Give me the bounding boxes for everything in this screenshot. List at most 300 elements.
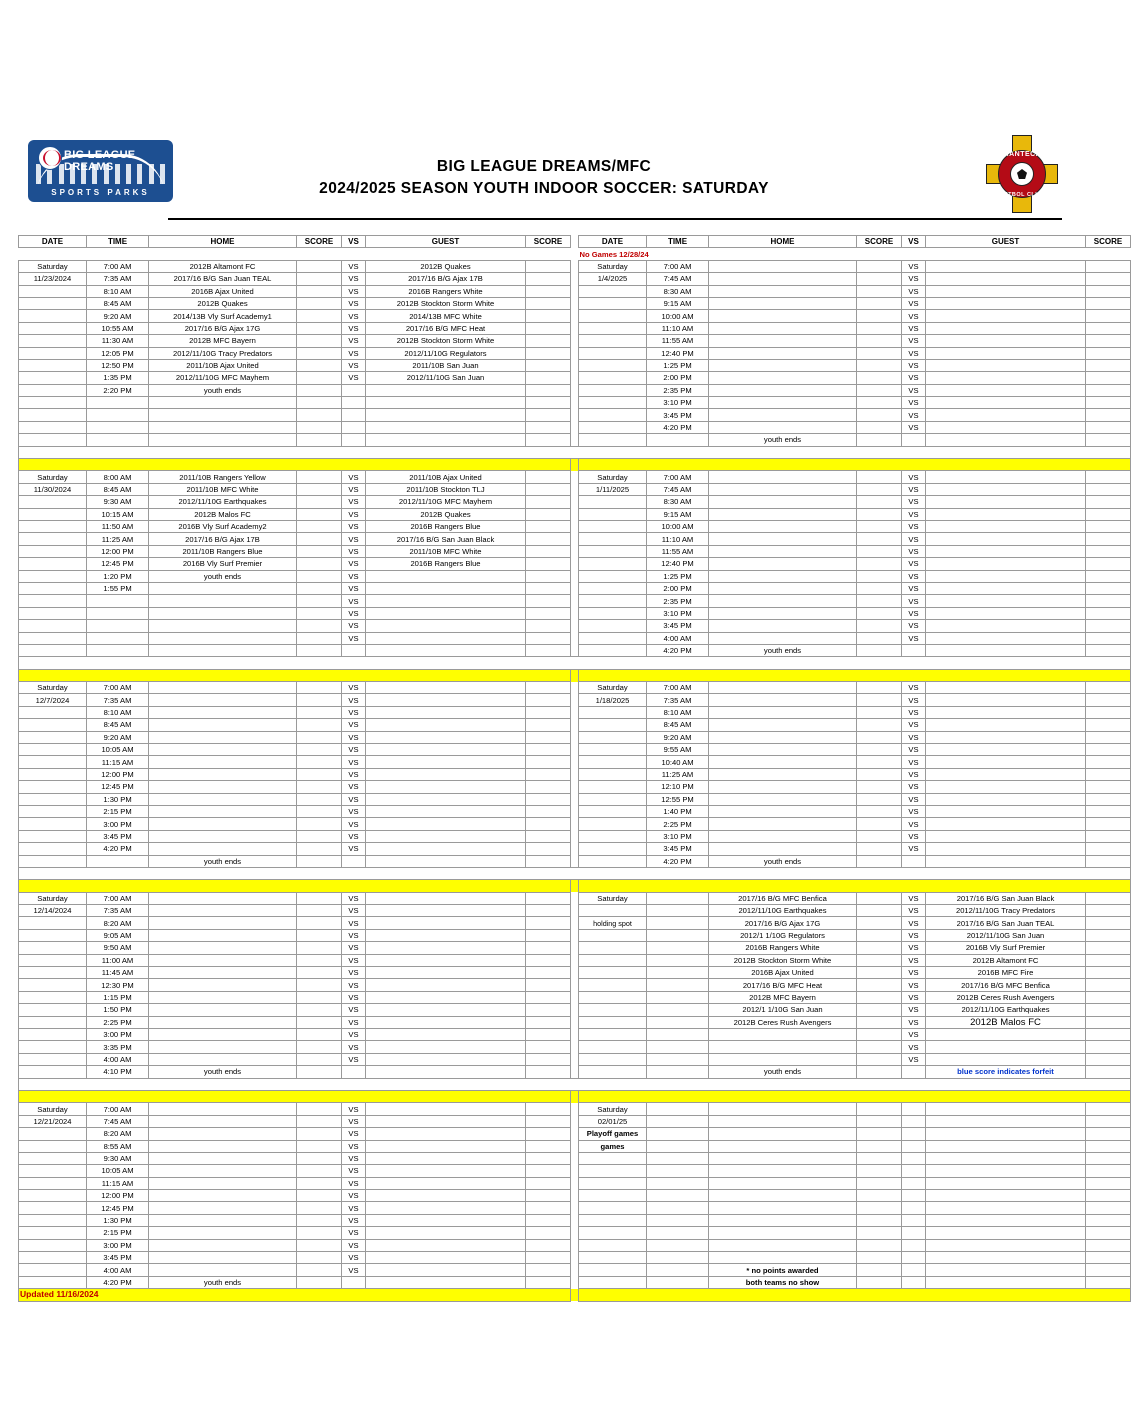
left-score[interactable] bbox=[297, 1004, 342, 1016]
left-score[interactable] bbox=[297, 322, 342, 334]
left-score2[interactable] bbox=[526, 607, 571, 619]
right-score2[interactable] bbox=[1086, 558, 1131, 570]
left-score[interactable] bbox=[297, 744, 342, 756]
right-score2[interactable] bbox=[1086, 384, 1131, 396]
left-score[interactable] bbox=[297, 1152, 342, 1164]
left-score2[interactable] bbox=[526, 1066, 571, 1078]
right-score2[interactable] bbox=[1086, 1053, 1131, 1065]
right-score2[interactable] bbox=[1086, 1165, 1131, 1177]
left-score2[interactable] bbox=[526, 855, 571, 867]
left-score[interactable] bbox=[297, 1029, 342, 1041]
right-score2[interactable] bbox=[1086, 967, 1131, 979]
left-score[interactable] bbox=[297, 756, 342, 768]
right-score2[interactable] bbox=[1086, 1152, 1131, 1164]
left-score[interactable] bbox=[297, 954, 342, 966]
left-score2[interactable] bbox=[526, 905, 571, 917]
right-score2[interactable] bbox=[1086, 855, 1131, 867]
left-score2[interactable] bbox=[526, 310, 571, 322]
left-score[interactable] bbox=[297, 892, 342, 904]
left-score[interactable] bbox=[297, 929, 342, 941]
right-score[interactable] bbox=[857, 260, 902, 272]
right-score2[interactable] bbox=[1086, 508, 1131, 520]
left-score2[interactable] bbox=[526, 359, 571, 371]
left-score[interactable] bbox=[297, 805, 342, 817]
left-score2[interactable] bbox=[526, 1128, 571, 1140]
left-score2[interactable] bbox=[526, 545, 571, 557]
right-score[interactable] bbox=[857, 1066, 902, 1078]
right-score2[interactable] bbox=[1086, 942, 1131, 954]
right-score[interactable] bbox=[857, 1029, 902, 1041]
right-score[interactable] bbox=[857, 781, 902, 793]
right-score[interactable] bbox=[857, 273, 902, 285]
right-score2[interactable] bbox=[1086, 421, 1131, 433]
right-score2[interactable] bbox=[1086, 260, 1131, 272]
left-score2[interactable] bbox=[526, 768, 571, 780]
right-score[interactable] bbox=[857, 731, 902, 743]
left-score[interactable] bbox=[297, 979, 342, 991]
right-score[interactable] bbox=[857, 1276, 902, 1288]
left-score[interactable] bbox=[297, 558, 342, 570]
left-score[interactable] bbox=[297, 781, 342, 793]
left-score[interactable] bbox=[297, 434, 342, 446]
left-score2[interactable] bbox=[526, 409, 571, 421]
left-score2[interactable] bbox=[526, 285, 571, 297]
left-score[interactable] bbox=[297, 297, 342, 309]
right-score[interactable] bbox=[857, 805, 902, 817]
left-score2[interactable] bbox=[526, 830, 571, 842]
left-score[interactable] bbox=[297, 768, 342, 780]
right-score[interactable] bbox=[857, 496, 902, 508]
right-score[interactable] bbox=[857, 1239, 902, 1251]
right-score2[interactable] bbox=[1086, 372, 1131, 384]
left-score[interactable] bbox=[297, 694, 342, 706]
left-score2[interactable] bbox=[526, 991, 571, 1003]
left-score2[interactable] bbox=[526, 892, 571, 904]
left-score[interactable] bbox=[297, 917, 342, 929]
right-score[interactable] bbox=[857, 991, 902, 1003]
right-score[interactable] bbox=[857, 359, 902, 371]
right-score[interactable] bbox=[857, 793, 902, 805]
right-score[interactable] bbox=[857, 607, 902, 619]
right-score[interactable] bbox=[857, 1264, 902, 1276]
right-score2[interactable] bbox=[1086, 805, 1131, 817]
right-score[interactable] bbox=[857, 756, 902, 768]
left-score2[interactable] bbox=[526, 397, 571, 409]
left-score2[interactable] bbox=[526, 942, 571, 954]
left-score[interactable] bbox=[297, 570, 342, 582]
right-score2[interactable] bbox=[1086, 1190, 1131, 1202]
right-score[interactable] bbox=[857, 1252, 902, 1264]
left-score[interactable] bbox=[297, 1103, 342, 1115]
right-score[interactable] bbox=[857, 1177, 902, 1189]
right-score2[interactable] bbox=[1086, 335, 1131, 347]
left-score2[interactable] bbox=[526, 1239, 571, 1251]
right-score2[interactable] bbox=[1086, 793, 1131, 805]
right-score2[interactable] bbox=[1086, 1041, 1131, 1053]
left-score2[interactable] bbox=[526, 297, 571, 309]
left-score2[interactable] bbox=[526, 967, 571, 979]
left-score2[interactable] bbox=[526, 595, 571, 607]
left-score[interactable] bbox=[297, 843, 342, 855]
right-score2[interactable] bbox=[1086, 768, 1131, 780]
right-score2[interactable] bbox=[1086, 632, 1131, 644]
right-score[interactable] bbox=[857, 694, 902, 706]
right-score2[interactable] bbox=[1086, 1029, 1131, 1041]
left-score2[interactable] bbox=[526, 706, 571, 718]
left-score[interactable] bbox=[297, 409, 342, 421]
right-score2[interactable] bbox=[1086, 1004, 1131, 1016]
right-score2[interactable] bbox=[1086, 682, 1131, 694]
right-score2[interactable] bbox=[1086, 1016, 1131, 1028]
right-score2[interactable] bbox=[1086, 756, 1131, 768]
right-score[interactable] bbox=[857, 682, 902, 694]
left-score2[interactable] bbox=[526, 483, 571, 495]
left-score[interactable] bbox=[297, 310, 342, 322]
left-score[interactable] bbox=[297, 1252, 342, 1264]
right-score[interactable] bbox=[857, 1128, 902, 1140]
left-score[interactable] bbox=[297, 595, 342, 607]
right-score2[interactable] bbox=[1086, 1066, 1131, 1078]
right-score[interactable] bbox=[857, 706, 902, 718]
right-score[interactable] bbox=[857, 1165, 902, 1177]
right-score2[interactable] bbox=[1086, 582, 1131, 594]
right-score2[interactable] bbox=[1086, 991, 1131, 1003]
right-score2[interactable] bbox=[1086, 1264, 1131, 1276]
right-score[interactable] bbox=[857, 1016, 902, 1028]
right-score2[interactable] bbox=[1086, 719, 1131, 731]
right-score[interactable] bbox=[857, 830, 902, 842]
right-score2[interactable] bbox=[1086, 347, 1131, 359]
left-score2[interactable] bbox=[526, 1264, 571, 1276]
left-score2[interactable] bbox=[526, 273, 571, 285]
right-score[interactable] bbox=[857, 1152, 902, 1164]
right-score2[interactable] bbox=[1086, 917, 1131, 929]
right-score[interactable] bbox=[857, 1115, 902, 1127]
left-score2[interactable] bbox=[526, 632, 571, 644]
right-score[interactable] bbox=[857, 421, 902, 433]
left-score[interactable] bbox=[297, 496, 342, 508]
left-score[interactable] bbox=[297, 967, 342, 979]
right-score[interactable] bbox=[857, 533, 902, 545]
right-score2[interactable] bbox=[1086, 1140, 1131, 1152]
left-score[interactable] bbox=[297, 1214, 342, 1226]
left-score[interactable] bbox=[297, 830, 342, 842]
left-score2[interactable] bbox=[526, 793, 571, 805]
left-score2[interactable] bbox=[526, 1041, 571, 1053]
right-score[interactable] bbox=[857, 620, 902, 632]
right-score[interactable] bbox=[857, 335, 902, 347]
right-score2[interactable] bbox=[1086, 1239, 1131, 1251]
left-score2[interactable] bbox=[526, 1252, 571, 1264]
left-score[interactable] bbox=[297, 1177, 342, 1189]
left-score[interactable] bbox=[297, 483, 342, 495]
left-score[interactable] bbox=[297, 855, 342, 867]
left-score2[interactable] bbox=[526, 496, 571, 508]
left-score[interactable] bbox=[297, 1264, 342, 1276]
right-score[interactable] bbox=[857, 1190, 902, 1202]
right-score[interactable] bbox=[857, 558, 902, 570]
right-score[interactable] bbox=[857, 1041, 902, 1053]
left-score2[interactable] bbox=[526, 731, 571, 743]
right-score2[interactable] bbox=[1086, 359, 1131, 371]
right-score[interactable] bbox=[857, 1140, 902, 1152]
right-score2[interactable] bbox=[1086, 1202, 1131, 1214]
right-score2[interactable] bbox=[1086, 483, 1131, 495]
right-score[interactable] bbox=[857, 1004, 902, 1016]
left-score[interactable] bbox=[297, 1115, 342, 1127]
right-score2[interactable] bbox=[1086, 892, 1131, 904]
left-score2[interactable] bbox=[526, 1190, 571, 1202]
right-score[interactable] bbox=[857, 929, 902, 941]
right-score[interactable] bbox=[857, 372, 902, 384]
right-score2[interactable] bbox=[1086, 310, 1131, 322]
left-score[interactable] bbox=[297, 260, 342, 272]
right-score[interactable] bbox=[857, 397, 902, 409]
left-score[interactable] bbox=[297, 1202, 342, 1214]
right-score[interactable] bbox=[857, 1053, 902, 1065]
left-score2[interactable] bbox=[526, 1202, 571, 1214]
right-score2[interactable] bbox=[1086, 644, 1131, 656]
left-score2[interactable] bbox=[526, 570, 571, 582]
left-score2[interactable] bbox=[526, 1053, 571, 1065]
right-score[interactable] bbox=[857, 1214, 902, 1226]
left-score[interactable] bbox=[297, 1140, 342, 1152]
left-score2[interactable] bbox=[526, 1227, 571, 1239]
left-score[interactable] bbox=[297, 1276, 342, 1288]
left-score[interactable] bbox=[297, 471, 342, 483]
left-score[interactable] bbox=[297, 372, 342, 384]
left-score[interactable] bbox=[297, 793, 342, 805]
left-score[interactable] bbox=[297, 731, 342, 743]
left-score[interactable] bbox=[297, 397, 342, 409]
left-score[interactable] bbox=[297, 905, 342, 917]
right-score2[interactable] bbox=[1086, 297, 1131, 309]
right-score[interactable] bbox=[857, 905, 902, 917]
left-score2[interactable] bbox=[526, 1103, 571, 1115]
left-score[interactable] bbox=[297, 719, 342, 731]
left-score2[interactable] bbox=[526, 744, 571, 756]
right-score[interactable] bbox=[857, 818, 902, 830]
left-score[interactable] bbox=[297, 533, 342, 545]
left-score2[interactable] bbox=[526, 471, 571, 483]
right-score2[interactable] bbox=[1086, 1276, 1131, 1288]
right-score[interactable] bbox=[857, 483, 902, 495]
right-score2[interactable] bbox=[1086, 843, 1131, 855]
left-score[interactable] bbox=[297, 682, 342, 694]
right-score[interactable] bbox=[857, 297, 902, 309]
left-score[interactable] bbox=[297, 1053, 342, 1065]
right-score2[interactable] bbox=[1086, 533, 1131, 545]
right-score[interactable] bbox=[857, 285, 902, 297]
right-score[interactable] bbox=[857, 520, 902, 532]
left-score2[interactable] bbox=[526, 1152, 571, 1164]
left-score2[interactable] bbox=[526, 644, 571, 656]
right-score[interactable] bbox=[857, 545, 902, 557]
left-score[interactable] bbox=[297, 1016, 342, 1028]
left-score2[interactable] bbox=[526, 347, 571, 359]
right-score2[interactable] bbox=[1086, 694, 1131, 706]
left-score[interactable] bbox=[297, 991, 342, 1003]
right-score2[interactable] bbox=[1086, 595, 1131, 607]
right-score2[interactable] bbox=[1086, 954, 1131, 966]
left-score2[interactable] bbox=[526, 421, 571, 433]
left-score2[interactable] bbox=[526, 917, 571, 929]
right-score[interactable] bbox=[857, 644, 902, 656]
left-score[interactable] bbox=[297, 545, 342, 557]
right-score[interactable] bbox=[857, 434, 902, 446]
right-score[interactable] bbox=[857, 310, 902, 322]
right-score2[interactable] bbox=[1086, 434, 1131, 446]
left-score2[interactable] bbox=[526, 818, 571, 830]
left-score[interactable] bbox=[297, 520, 342, 532]
right-score[interactable] bbox=[857, 942, 902, 954]
right-score2[interactable] bbox=[1086, 929, 1131, 941]
right-score2[interactable] bbox=[1086, 706, 1131, 718]
right-score[interactable] bbox=[857, 967, 902, 979]
left-score[interactable] bbox=[297, 1239, 342, 1251]
left-score[interactable] bbox=[297, 1128, 342, 1140]
left-score[interactable] bbox=[297, 421, 342, 433]
right-score[interactable] bbox=[857, 954, 902, 966]
left-score[interactable] bbox=[297, 347, 342, 359]
right-score[interactable] bbox=[857, 632, 902, 644]
right-score2[interactable] bbox=[1086, 1103, 1131, 1115]
left-score2[interactable] bbox=[526, 1004, 571, 1016]
right-score[interactable] bbox=[857, 471, 902, 483]
right-score[interactable] bbox=[857, 1227, 902, 1239]
left-score[interactable] bbox=[297, 582, 342, 594]
left-score[interactable] bbox=[297, 1165, 342, 1177]
right-score2[interactable] bbox=[1086, 273, 1131, 285]
left-score[interactable] bbox=[297, 359, 342, 371]
right-score2[interactable] bbox=[1086, 830, 1131, 842]
right-score2[interactable] bbox=[1086, 818, 1131, 830]
left-score[interactable] bbox=[297, 285, 342, 297]
left-score2[interactable] bbox=[526, 694, 571, 706]
right-score[interactable] bbox=[857, 1202, 902, 1214]
left-score2[interactable] bbox=[526, 384, 571, 396]
right-score2[interactable] bbox=[1086, 781, 1131, 793]
left-score2[interactable] bbox=[526, 322, 571, 334]
left-score[interactable] bbox=[297, 607, 342, 619]
left-score2[interactable] bbox=[526, 372, 571, 384]
left-score2[interactable] bbox=[526, 719, 571, 731]
left-score[interactable] bbox=[297, 644, 342, 656]
right-score2[interactable] bbox=[1086, 905, 1131, 917]
right-score[interactable] bbox=[857, 409, 902, 421]
left-score2[interactable] bbox=[526, 1214, 571, 1226]
right-score[interactable] bbox=[857, 979, 902, 991]
right-score2[interactable] bbox=[1086, 744, 1131, 756]
right-score2[interactable] bbox=[1086, 1252, 1131, 1264]
left-score2[interactable] bbox=[526, 582, 571, 594]
left-score[interactable] bbox=[297, 942, 342, 954]
right-score2[interactable] bbox=[1086, 471, 1131, 483]
right-score2[interactable] bbox=[1086, 545, 1131, 557]
left-score2[interactable] bbox=[526, 260, 571, 272]
right-score2[interactable] bbox=[1086, 285, 1131, 297]
left-score2[interactable] bbox=[526, 1140, 571, 1152]
left-score2[interactable] bbox=[526, 682, 571, 694]
right-score2[interactable] bbox=[1086, 1128, 1131, 1140]
right-score2[interactable] bbox=[1086, 731, 1131, 743]
right-score2[interactable] bbox=[1086, 620, 1131, 632]
right-score2[interactable] bbox=[1086, 496, 1131, 508]
right-score[interactable] bbox=[857, 384, 902, 396]
right-score2[interactable] bbox=[1086, 1115, 1131, 1127]
left-score2[interactable] bbox=[526, 1115, 571, 1127]
right-score[interactable] bbox=[857, 917, 902, 929]
right-score2[interactable] bbox=[1086, 979, 1131, 991]
left-score[interactable] bbox=[297, 706, 342, 718]
right-score[interactable] bbox=[857, 595, 902, 607]
right-score2[interactable] bbox=[1086, 607, 1131, 619]
right-score[interactable] bbox=[857, 347, 902, 359]
left-score2[interactable] bbox=[526, 1177, 571, 1189]
left-score[interactable] bbox=[297, 632, 342, 644]
right-score2[interactable] bbox=[1086, 1227, 1131, 1239]
right-score[interactable] bbox=[857, 843, 902, 855]
left-score2[interactable] bbox=[526, 1016, 571, 1028]
left-score2[interactable] bbox=[526, 508, 571, 520]
left-score[interactable] bbox=[297, 508, 342, 520]
right-score[interactable] bbox=[857, 719, 902, 731]
left-score[interactable] bbox=[297, 273, 342, 285]
left-score2[interactable] bbox=[526, 1165, 571, 1177]
right-score[interactable] bbox=[857, 744, 902, 756]
right-score[interactable] bbox=[857, 855, 902, 867]
right-score[interactable] bbox=[857, 582, 902, 594]
left-score2[interactable] bbox=[526, 533, 571, 545]
left-score[interactable] bbox=[297, 818, 342, 830]
right-score[interactable] bbox=[857, 508, 902, 520]
left-score2[interactable] bbox=[526, 1029, 571, 1041]
left-score2[interactable] bbox=[526, 520, 571, 532]
right-score2[interactable] bbox=[1086, 520, 1131, 532]
left-score2[interactable] bbox=[526, 929, 571, 941]
left-score2[interactable] bbox=[526, 1276, 571, 1288]
left-score[interactable] bbox=[297, 1041, 342, 1053]
right-score2[interactable] bbox=[1086, 322, 1131, 334]
right-score[interactable] bbox=[857, 570, 902, 582]
left-score[interactable] bbox=[297, 335, 342, 347]
right-score[interactable] bbox=[857, 322, 902, 334]
left-score2[interactable] bbox=[526, 954, 571, 966]
left-score2[interactable] bbox=[526, 781, 571, 793]
left-score2[interactable] bbox=[526, 756, 571, 768]
left-score[interactable] bbox=[297, 1227, 342, 1239]
left-score2[interactable] bbox=[526, 805, 571, 817]
right-score2[interactable] bbox=[1086, 397, 1131, 409]
right-score2[interactable] bbox=[1086, 1214, 1131, 1226]
left-score2[interactable] bbox=[526, 620, 571, 632]
left-score[interactable] bbox=[297, 1066, 342, 1078]
left-score[interactable] bbox=[297, 384, 342, 396]
right-score[interactable] bbox=[857, 1103, 902, 1115]
right-score[interactable] bbox=[857, 892, 902, 904]
left-score2[interactable] bbox=[526, 843, 571, 855]
right-score2[interactable] bbox=[1086, 409, 1131, 421]
left-score[interactable] bbox=[297, 620, 342, 632]
right-score2[interactable] bbox=[1086, 1177, 1131, 1189]
right-score2[interactable] bbox=[1086, 570, 1131, 582]
right-score[interactable] bbox=[857, 768, 902, 780]
left-score2[interactable] bbox=[526, 558, 571, 570]
left-score[interactable] bbox=[297, 1190, 342, 1202]
left-score2[interactable] bbox=[526, 335, 571, 347]
left-score2[interactable] bbox=[526, 434, 571, 446]
left-score2[interactable] bbox=[526, 979, 571, 991]
